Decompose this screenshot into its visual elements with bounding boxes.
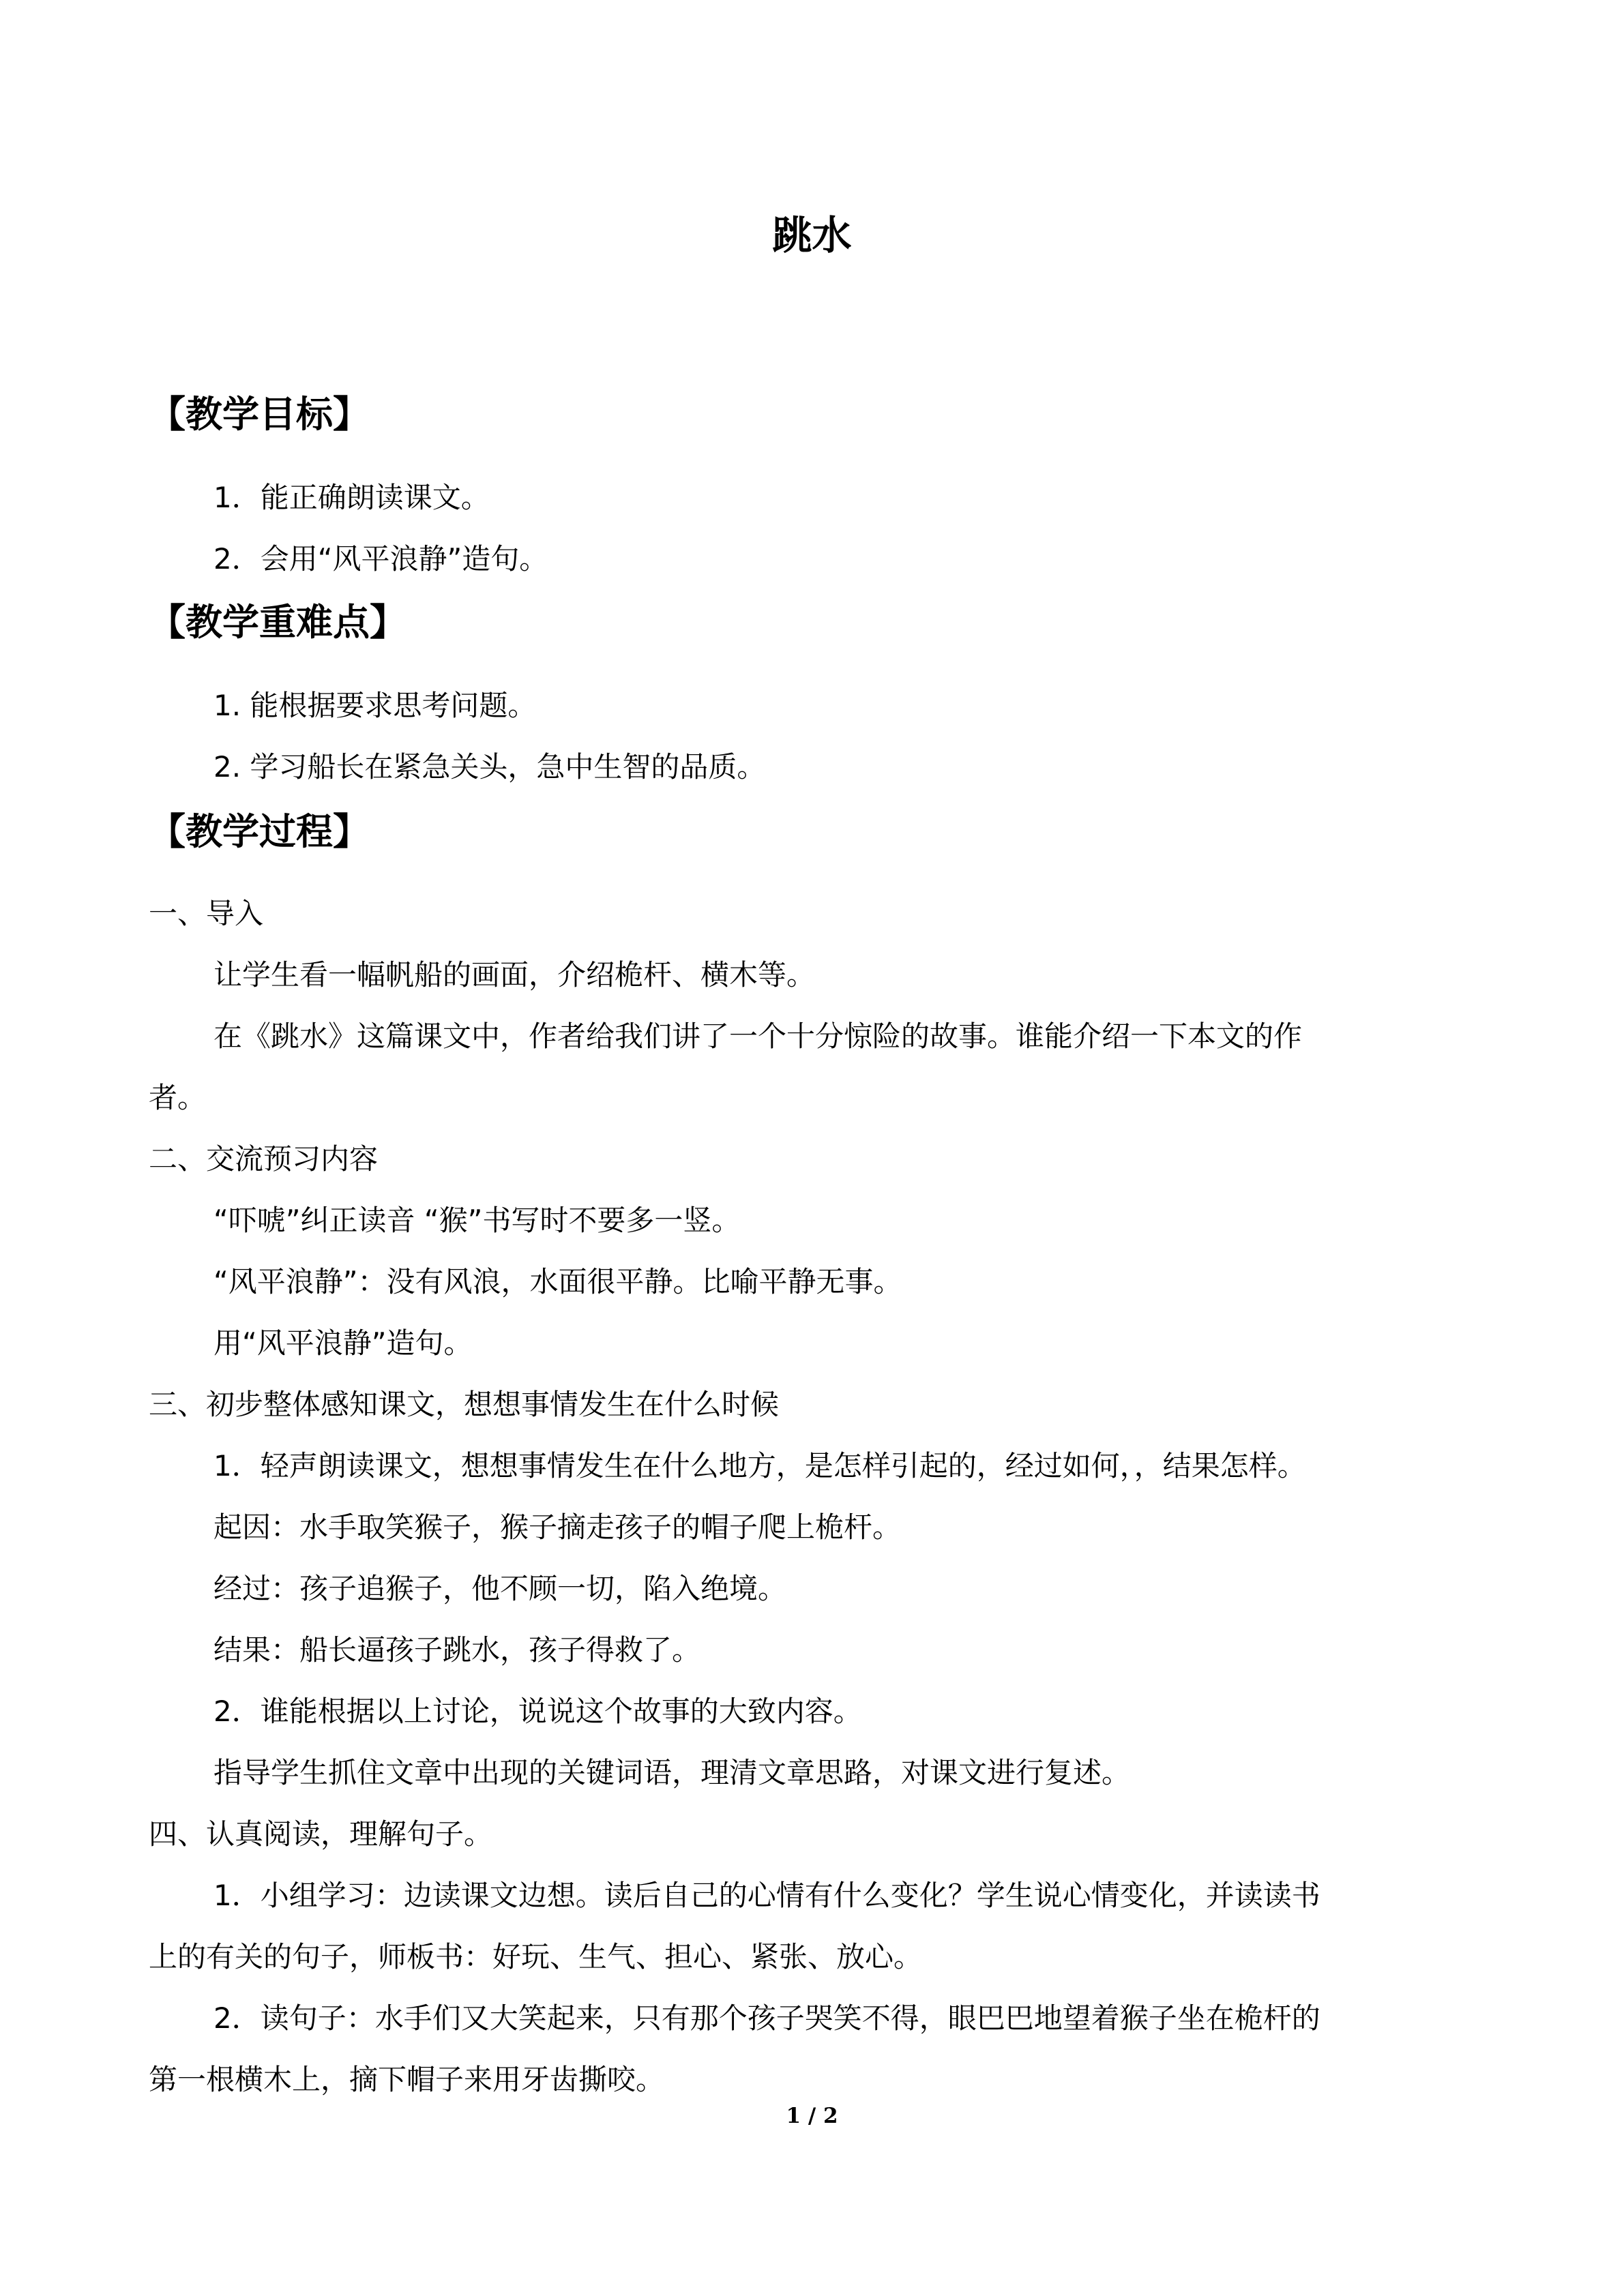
- process-part-2-line: “风平浪静”：没有风浪，水面很平静。比喻平静无事。: [213, 1265, 902, 1298]
- process-part-3-line: 结果：船长逼孩子跳水，孩子得救了。: [213, 1633, 701, 1667]
- process-part-3-line: 1．轻声朗读课文，想想事情发生在什么地方，是怎样引起的，经过如何，，结果怎样。: [213, 1449, 1306, 1482]
- process-part-2-title: 二、交流预习内容: [149, 1142, 379, 1176]
- process-part-1-title: 一、导入: [149, 897, 264, 930]
- process-part-1-line: 让学生看一幅帆船的画面，介绍桅杆、横木等。: [213, 958, 816, 992]
- process-part-3-line: 起因：水手取笑猴子，猴子摘走孩子的帽子爬上桅杆。: [213, 1510, 902, 1544]
- section-heading-goals: 【教学目标】: [149, 393, 370, 436]
- key-point-item-1: 1. 能根据要求思考问题。: [213, 689, 537, 722]
- process-part-3-line: 指导学生抓住文章中出现的关键词语，理清文章思路，对课文进行复述。: [213, 1756, 1131, 1789]
- process-part-1-line: 者。: [149, 1081, 207, 1114]
- section-heading-key-points: 【教学重难点】: [149, 601, 407, 644]
- section-heading-process: 【教学过程】: [149, 810, 370, 853]
- process-part-3-line: 2．谁能根据以上讨论，说说这个故事的大致内容。: [213, 1695, 862, 1728]
- process-part-4-line: 第一根横木上，摘下帽子来用牙齿撕咬。: [149, 2063, 665, 2096]
- document-title: 跳水: [772, 212, 852, 258]
- goal-item-1: 1．能正确朗读课文。: [213, 481, 490, 514]
- process-part-4-line: 1．小组学习：边读课文边想。读后自己的心情有什么变化？学生说心情变化，并读读书: [213, 1879, 1320, 1912]
- process-part-3-line: 经过：孩子追猴子，他不顾一切，陷入绝境。: [213, 1572, 787, 1605]
- process-part-3-title: 三、初步整体感知课文，想想事情发生在什么时候: [149, 1388, 780, 1421]
- process-part-2-line: 用“风平浪静”造句。: [213, 1326, 473, 1360]
- process-part-4-line: 上的有关的句子，师板书：好玩、生气、担心、紧张、放心。: [149, 1940, 923, 1973]
- process-part-2-line: “吓唬”纠正读音 “猴”书写时不要多一竖。: [213, 1204, 741, 1237]
- goal-item-2: 2．会用“风平浪静”造句。: [213, 542, 548, 576]
- process-part-1-line: 在《跳水》这篇课文中，作者给我们讲了一个十分惊险的故事。谁能介绍一下本文的作: [213, 1019, 1303, 1053]
- page-number: 1 / 2: [786, 2104, 838, 2128]
- process-part-4-line: 2．读句子：水手们又大笑起来，只有那个孩子哭笑不得，眼巴巴地望着猴子坐在桅杆的: [213, 2001, 1320, 2035]
- process-part-4-title: 四、认真阅读，理解句子。: [149, 1817, 493, 1851]
- key-point-item-2: 2. 学习船长在紧急关头，急中生智的品质。: [213, 750, 766, 784]
